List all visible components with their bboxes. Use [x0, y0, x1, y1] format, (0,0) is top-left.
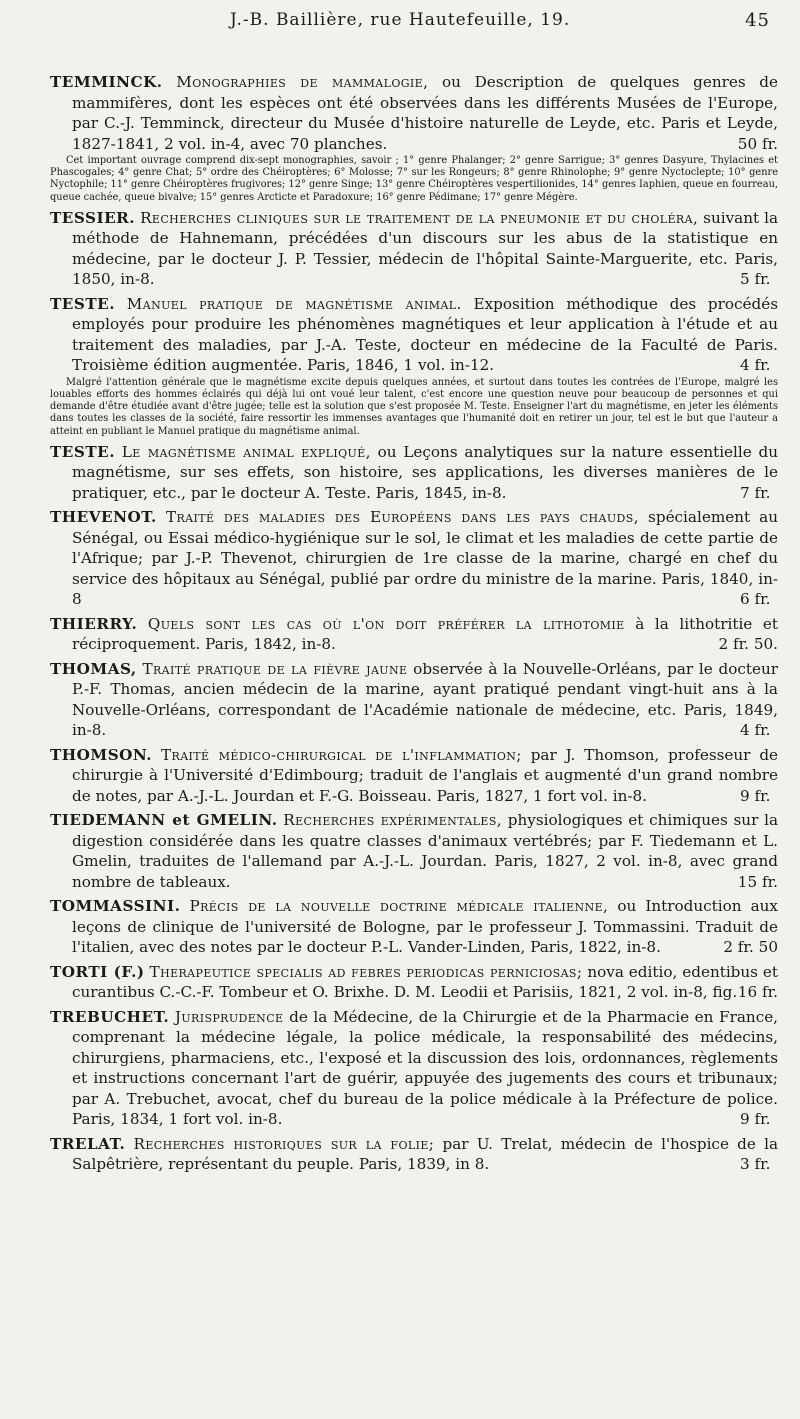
entry-price: 6 fr.	[739, 590, 771, 609]
entry-body	[50, 1007, 778, 1130]
entry-price: 9 fr.	[739, 1110, 771, 1129]
entry-author: TIEDEMANN et GMELIN.	[50, 811, 278, 830]
entry-body	[50, 810, 778, 892]
entry-price: 5 fr.	[739, 270, 771, 289]
entry-price: 16 fr.	[737, 983, 778, 1002]
entry-note: Cet important ouvrage comprend dix-sept monographies, savoir ; 1° genre Phalanger; 2° genre Sarrigue; 3° genres Dasyure, Thylacines et Phascogales; 4° genre Chat; 5° ordre des Chéiroptères; 6° Molosse; 7° sur les Rongeurs; 8° genre Rhinolophe; 9° genre Nyctoclepte; 10° genre Nyctophile; 11° genre Chéiroptères frugivores; 12° genre Singe; 13° genre Chéiroptères vespertilionides, 14° genres Iaphien, queue en fourreau, queue cachée, queue bivalve; 15° genres Arcticte et Paradoxure; 16° genre Pédimane; 17° genre Mégère.	[50, 155, 778, 203]
entry-description: ou Description de quelques genres de mammifères, dont les espèces ont été observées dans les différents Musées de l'Europe, par C.-J. Temminck, directeur du Musée d'histoire naturelle de Leyde, etc. Paris et Leyde, 1827-1841, 2 vol. in-4, avec 70 planches.	[72, 73, 779, 153]
entry-body	[50, 745, 778, 807]
entry-description: de la Médecine, de la Chirurgie et de la Pharmacie en France, comprenant la médecine légale, la police médicale, la responsabilité des médecins, chirurgiens, pharmaciens, etc., l'exposé et la discussion des lois, ordonnances, règlements et instructions concernant l'art de guérir, appuyée des jugements des cours et tribunaux; par A. Trebuchet, avocat, chef du bureau de la police médicale à la Préfecture de police. Paris, 1834, 1 fort vol. in-8.	[72, 1007, 779, 1129]
catalog-entry	[50, 72, 778, 204]
entry-title: Le magnétisme animal expliqué,	[121, 442, 371, 461]
entry-price: 9 fr.	[739, 786, 771, 805]
catalog-entry	[50, 294, 778, 438]
catalog-entry	[50, 896, 778, 958]
running-head-text: J.-B. Baillière, rue Hautefeuille, 19.	[230, 10, 571, 30]
catalog-entry	[50, 745, 778, 807]
entry-title: Manuel pratique de magnétisme animal.	[126, 294, 462, 313]
catalog-entries	[50, 72, 778, 1175]
entry-price: 4 fr.	[739, 721, 771, 740]
entry-price: 50 fr.	[737, 134, 778, 153]
entry-author: TORTI (F.)	[50, 962, 145, 981]
entry-body	[50, 294, 778, 376]
entry-author: THOMAS,	[50, 659, 137, 678]
catalog-entry	[50, 1134, 778, 1175]
catalog-entry	[50, 962, 778, 1003]
entry-author: TESTE.	[50, 294, 116, 313]
entry-price: 4 fr.	[739, 356, 771, 375]
entry-description: par J. Thomson, professeur de chirurgie à l'Université d'Edimbourg; traduit de l'anglais et augmenté d'un grand nombre de notes, par A.-J.-L. Jourdan et F.-G. Boisseau. Paris, 1827, 1 fort vol. in-8.	[72, 745, 779, 805]
entry-description: Exposition méthodique des procédés employés pour produire les phénomènes magnétiques et leur application à l'étude et au traitement des maladies, par J.-A. Teste, docteur en médecine de la Faculté de Paris. Troisième édition augmentée. Paris, 1846, 1 vol. in-12.	[72, 294, 779, 375]
entry-author: TESTE.	[50, 442, 116, 461]
entry-title: Traité médico-chirurgical de l'inflammation;	[160, 745, 522, 764]
entry-title: Monographies de mammalogie,	[176, 73, 429, 91]
entry-price: 7 fr.	[739, 483, 771, 502]
entry-title: Recherches historiques sur la folie;	[133, 1134, 435, 1153]
entry-body	[50, 896, 778, 958]
entry-author: THOMSON.	[50, 745, 153, 764]
entry-body	[50, 208, 778, 290]
entry-title: Traité des maladies des Européens dans les pays chauds,	[165, 508, 639, 527]
catalog-entry	[50, 1007, 778, 1130]
entry-title: Therapeutice specialis ad febres periodicas perniciosas;	[149, 962, 583, 981]
entry-body	[50, 72, 778, 154]
entry-author: TREBUCHET.	[50, 1007, 170, 1026]
entry-author: TESSIER.	[50, 208, 136, 227]
entry-price: 15 fr.	[737, 872, 778, 891]
entry-title: Jurisprudence	[174, 1007, 284, 1026]
entry-description: suivant la méthode de Hahnemann, précédées d'un discours sur les abus de la statistique en médecine, par le docteur J. P. Tessier, médecin de l'hôpital Sainte-Marguerite, etc. Paris, 1850, in-8.	[72, 208, 779, 289]
entry-description: spécialement au Sénégal, ou Essai médico-hygiénique sur le sol, le climat et les maladies de cette partie de l'Afrique; par J.-P. Thevenot, chirurgien de 1re classe de la marine, chargé en chef du service des hôpitaux au Sénégal, publié par ordre du ministre de la marine. Paris, 1840, in-8	[72, 508, 779, 609]
entry-body	[50, 659, 778, 741]
entry-title: Précis de la nouvelle doctrine médicale italienne,	[189, 897, 609, 916]
entry-author: TOMMASSINI.	[50, 897, 181, 916]
catalog-entry	[50, 614, 778, 655]
catalog-entry	[50, 659, 778, 741]
entry-title: Recherches expérimentales,	[283, 811, 502, 830]
entry-author: THIERRY.	[50, 614, 138, 633]
entry-price: 3 fr.	[739, 1155, 771, 1174]
entry-body	[50, 962, 778, 1003]
entry-body	[50, 614, 778, 655]
entry-note: Malgré l'attention générale que le magnétisme excite depuis quelques années, et surtout dans toutes les contrées de l'Europe, malgré les louables efforts des hommes éclairés qui déjà lui ont voué leur talent, c'est encore une question neuve pour beaucoup de personnes et qui demande d'être étudiée avant d'être jugée; telle est la solution que s'est proposée M. Teste. Enseigner l'art du magnétisme, en jeter les éléments dans toutes les classes de la société, faire ressortir les immenses avantages que l'humanité doit en retirer un jour, tel est le but que l'auteur a atteint en publiant le Manuel pratique du magnétisme animal.	[50, 376, 778, 437]
entry-title: Traité pratique de la fièvre jaune	[142, 659, 408, 678]
entry-body	[50, 442, 778, 504]
catalog-entry	[50, 442, 778, 504]
entry-description: par U. Trelat, médecin de l'hospice de la Salpêtrière, représentant du peuple. Paris, 1839, in 8.	[72, 1134, 779, 1174]
catalog-entry	[50, 208, 778, 290]
entry-author: TRELAT.	[50, 1134, 126, 1153]
entry-description: à la lithotritie et réciproquement. Paris, 1842, in-8.	[72, 614, 778, 654]
entry-description: observée à la Nouvelle-Orléans, par le docteur P.-F. Thomas, ancien médecin de la marine, ayant pratiqué pendant vingt-huit ans à la Nouvelle-Orléans, correspondant de l'Académie nationale de médecine, etc. Paris, 1849, in-8.	[72, 659, 779, 740]
entry-price: 2 fr. 50.	[718, 635, 778, 654]
entry-description: physiologiques et chimiques sur la digestion considérée dans les quatre classes d'animaux vertébrés; par F. Tiedemann et L. Gmelin, traduites de l'allemand par A.-J.-L. Jourdan. Paris, 1827, 2 vol. in-8, avec grand nombre de tableaux.	[72, 811, 778, 891]
entry-title: Quels sont les cas où l'on doit préférer la lithotomie	[147, 614, 625, 633]
catalog-entry	[50, 507, 778, 610]
entry-description: ou Introduction aux leçons de clinique de l'université de Bologne, par le professeur J. Tommassini. Traduit de l'italien, avec des notes par le docteur P.-L. Vander-Linden, Paris, 1822, in-8.	[72, 897, 778, 957]
entry-body	[50, 1134, 778, 1175]
entry-price: 2 fr. 50	[723, 938, 778, 957]
running-header	[230, 10, 770, 30]
entry-author: THEVENOT.	[50, 508, 157, 527]
catalog-entry	[50, 810, 778, 892]
entry-description: nova editio, edentibus et curantibus C.-C.-F. Tombeur et O. Brixhe. D. M. Leodii et Parisiis, 1821, 2 vol. in-8, fig.	[72, 962, 779, 1002]
page-number: 45	[745, 10, 770, 31]
entry-description: ou Leçons analytiques sur la nature essentielle du magnétisme, sur ses effets, son histoire, ses applications, les diverses manières de le pratiquer, etc., par le docteur A. Teste. Paris, 1845, in-8.	[72, 442, 779, 502]
entry-title: Recherches cliniques sur le traitement de la pneumonie et du choléra,	[140, 208, 699, 227]
entry-body	[50, 507, 778, 610]
entry-author: TEMMINCK.	[50, 73, 163, 91]
